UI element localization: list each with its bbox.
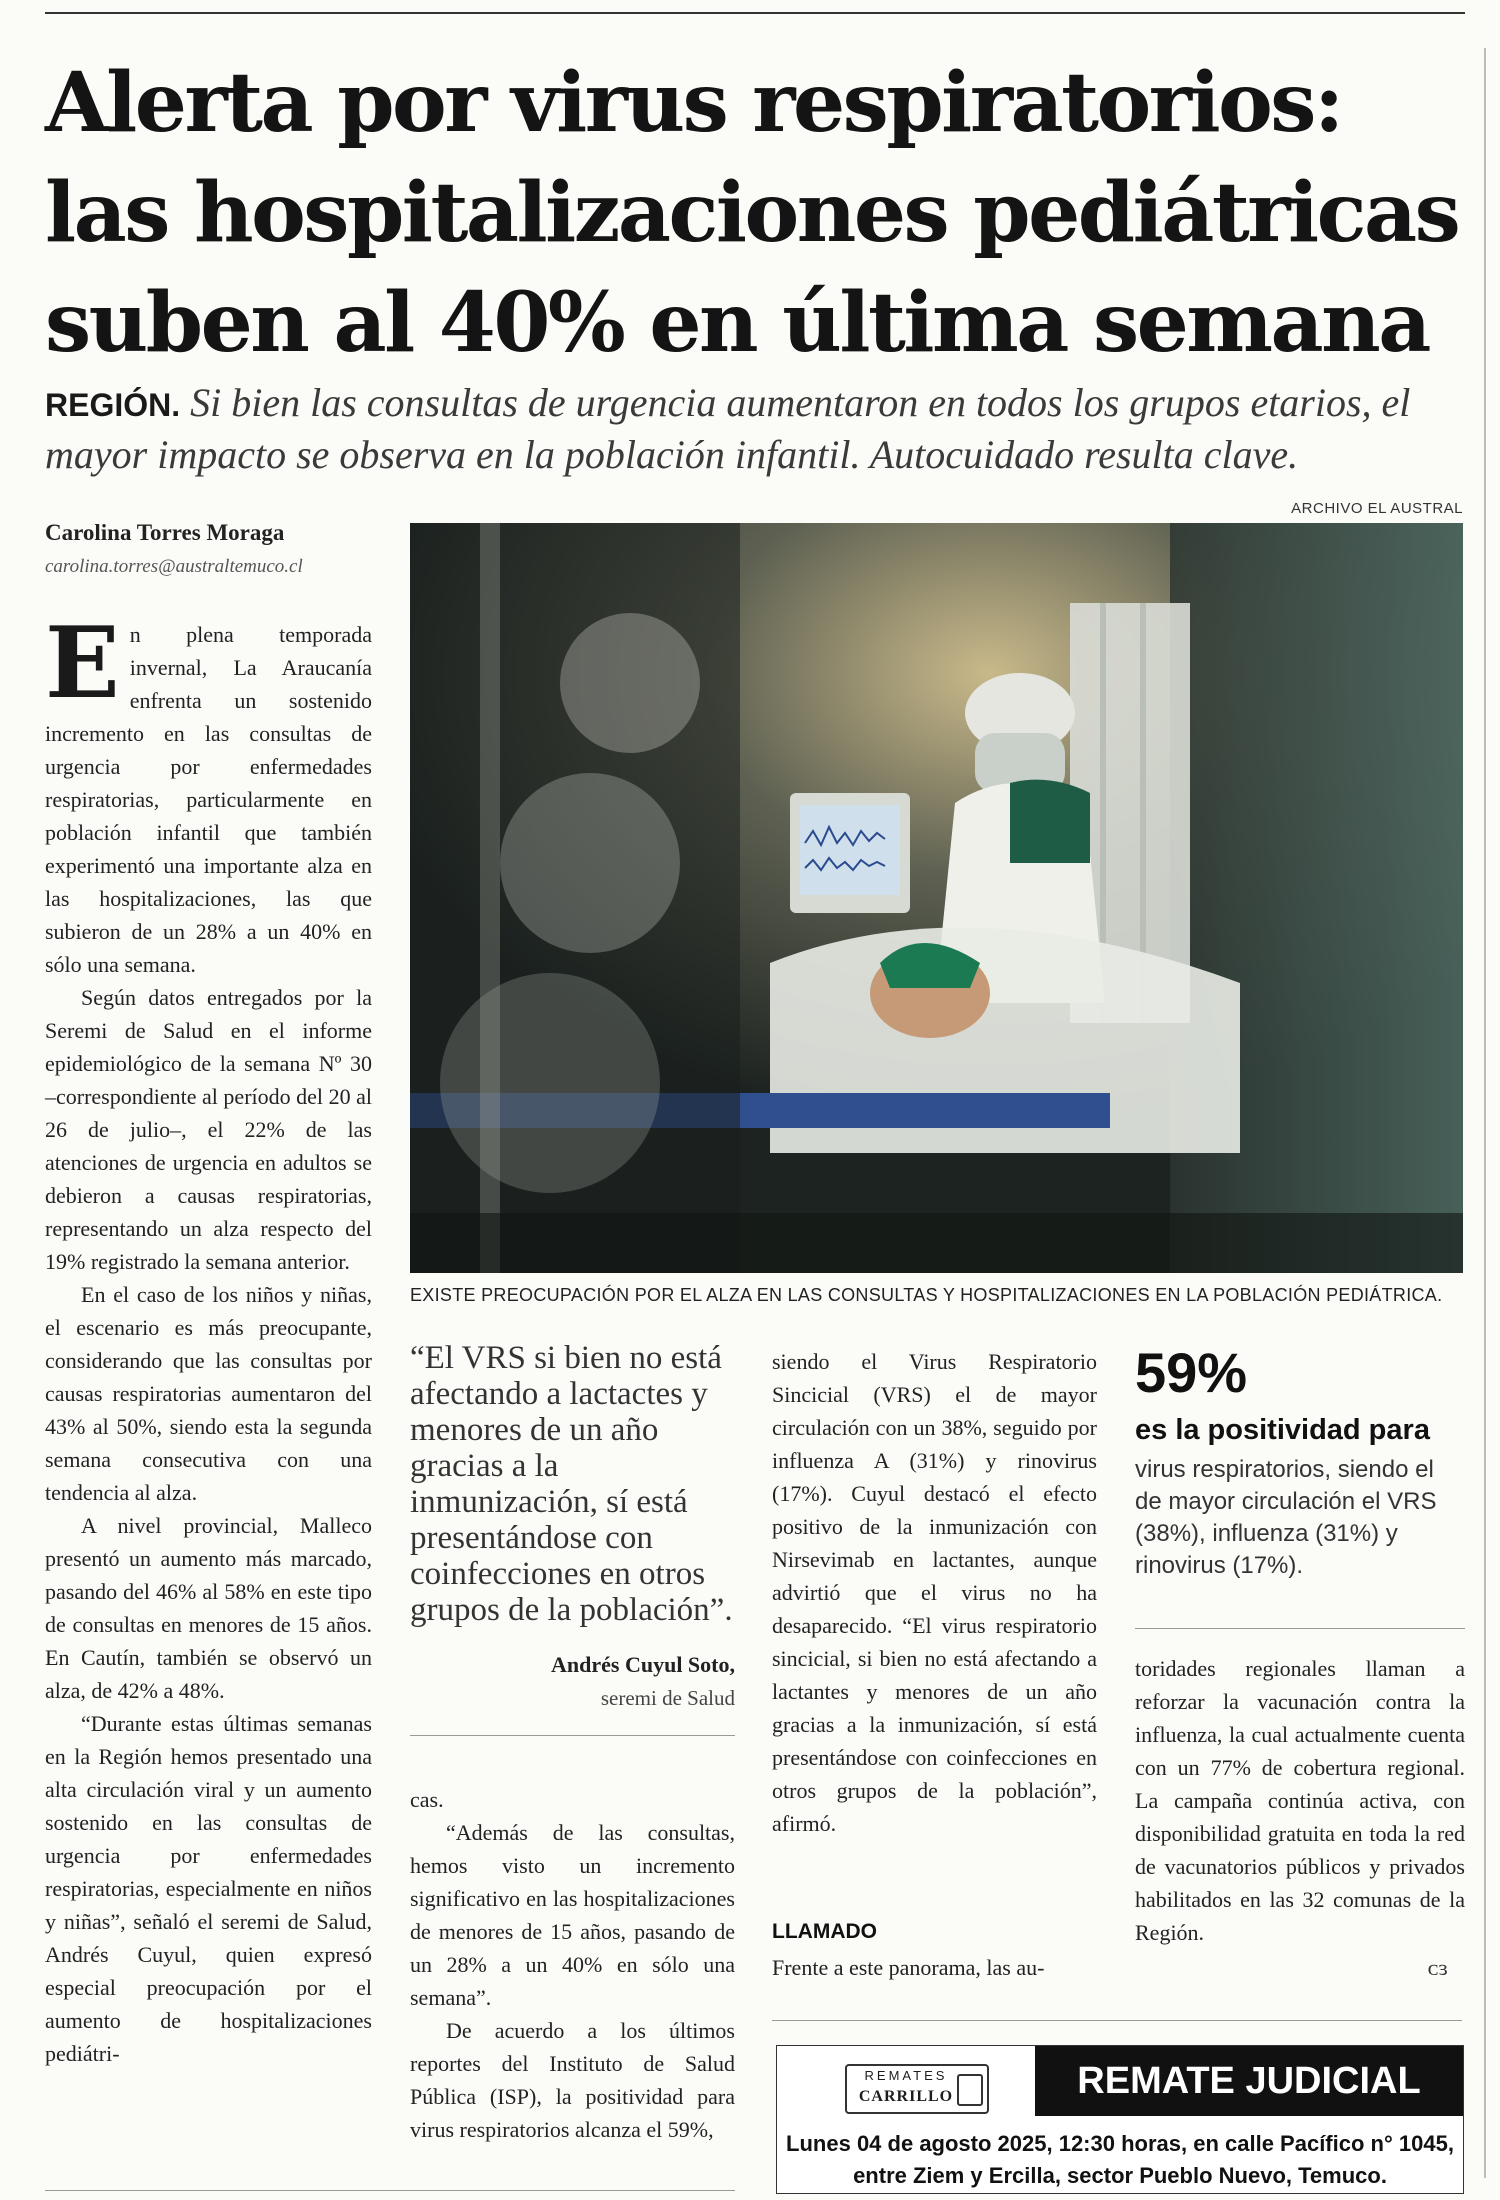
fact-text: virus respiratorios, siendo el de mayor circulación el VRS (38%), influenza (31%) y rinovirus (17%). bbox=[1135, 1456, 1437, 1579]
column2-paragraph-3: De acuerdo a los últimos reportes del Instituto de Salud Pública (ISP), la positividad para virus respiratorios alcanza el 59%, bbox=[410, 2018, 735, 2142]
quote-divider bbox=[410, 1735, 735, 1736]
ad-line-2: entre Ziem y Ercilla, sector Pueblo Nuevo, Temuco. bbox=[853, 2163, 1387, 2188]
pull-quote: “El VRS si bien no está afectando a lactactes y menores de un año gracias a la inmunización, sí está presentándose con coinfecciones en otros grupos de la población”. bbox=[410, 1340, 733, 1628]
quote-author: Andrés Cuyul Soto, bbox=[551, 1652, 735, 1677]
byline-author: Carolina Torres Moraga bbox=[45, 520, 285, 545]
drop-cap: E bbox=[45, 606, 120, 721]
headline-line-3: suben al 40% en última semana bbox=[45, 275, 1429, 371]
byline-email[interactable]: carolina.torres@australtemuco.cl bbox=[45, 556, 303, 577]
ad-details bbox=[777, 2128, 1463, 2192]
headline-line-2: las hospitalizaciones pediátricas bbox=[45, 165, 1459, 261]
fact-divider bbox=[1135, 1628, 1465, 1629]
column1-paragraph-2: Según datos entregados por la Seremi de Salud en el informe epidemiológico de la semana Nº 30 –correspondiente al período del 20 al 26 de julio–, el 22% de las atenciones de urgencia en adultos se debieron a causas respiratorias, representando un alza respecto del 19% registrado la semana anterior. bbox=[45, 985, 372, 1274]
article-column-3 bbox=[772, 1345, 1097, 1840]
ad-divider bbox=[772, 2020, 1462, 2021]
ad-title: REMATE JUDICIAL bbox=[1035, 2046, 1463, 2116]
column1-paragraph-3: En el caso de los niños y niñas, el escenario es más preocupante, considerando que las consultas por causas respiratorias aumentaron del 43% al 50%, siendo esta la segunda semana consecutiva con una tendencia al alza. bbox=[45, 1282, 372, 1505]
top-rule bbox=[45, 12, 1465, 14]
bottom-rule bbox=[45, 2190, 735, 2191]
column4-paragraph-1: toridades regionales llaman a reforzar la vacunación contra la influenza, la cual actualmente cuenta con un 77% de cobertura regional. La campaña continúa activa, con disponibilidad gratuita en toda la red de vacunatorios públicos y privados habilitados en las 32 comunas de la Región. bbox=[1135, 1656, 1465, 1945]
column3-paragraph-2: Frente a este panorama, las au- bbox=[772, 1955, 1045, 1980]
fact-headline: es la positividad para bbox=[1135, 1414, 1430, 1446]
lead-tag: REGIÓN. bbox=[45, 387, 181, 423]
column1-paragraph-1: n plena temporada invernal, La Araucanía enfrenta un sostenido incremento en las consultas de urgencia por enfermedades respiratorias, particularmente en población infantil que también experimentó una importante alza en las hospitalizaciones, las que subieron de un 28% a un 40% en sólo una semana. bbox=[45, 622, 372, 977]
logo-text-bottom: CARRILLO bbox=[858, 2088, 954, 2105]
photo-credit: ARCHIVO EL AUSTRAL bbox=[1291, 500, 1463, 517]
hospital-photo-illustration bbox=[410, 523, 1463, 1273]
column2-paragraph-2: “Además de las consultas, hemos visto un incremento significativo en las hospitalizaciones de menores de 15 años, pasando de un 28% a un 40% en sólo una semana”. bbox=[410, 1820, 735, 2010]
logo-text-top: REMATES bbox=[864, 2068, 948, 2083]
remate-judicial-ad[interactable] bbox=[776, 2045, 1464, 2194]
headline bbox=[45, 48, 1465, 378]
end-mark-icon: ᴄɜ bbox=[1428, 1955, 1448, 1980]
section-subhead: LLAMADO bbox=[772, 1920, 877, 1943]
article-column-2 bbox=[410, 1783, 735, 2146]
headline-line-1: Alerta por virus respiratorios: bbox=[45, 55, 1342, 151]
lead-paragraph bbox=[45, 378, 1475, 480]
remates-carrillo-logo bbox=[845, 2064, 989, 2114]
fact-number: 59% bbox=[1135, 1341, 1248, 1404]
column1-paragraph-4: A nivel provincial, Malleco presentó un aumento más marcado, pasando del 46% al 58% en este tipo de consultas en menores de 15 años. En Cautín, también se observó un alza, de 42% a 48%. bbox=[45, 1513, 372, 1703]
column1-paragraph-5: “Durante estas últimas semanas en la Región hemos presentado una alta circulación viral y un aumento sostenido en las consultas de urgencia por enfermedades respiratorias, especialmente en niños y niñas”, señaló el seremi de Salud, Andrés Cuyul, quien expresó especial preocupación por el aumento de hospitalizaciones pediátri- bbox=[45, 1711, 372, 2066]
article-column-4 bbox=[1135, 1652, 1465, 1949]
column2-paragraph-1: cas. bbox=[410, 1787, 444, 1812]
lead-text: Si bien las consultas de urgencia aumentaron en todos los grupos etarios, el mayor impacto se observa en la población infantil. Autocuidado resulta clave. bbox=[45, 380, 1411, 477]
quote-role: seremi de Salud bbox=[600, 1686, 735, 1710]
ad-line-1: Lunes 04 de agosto 2025, 12:30 horas, en calle Pacífico n° 1045, bbox=[786, 2131, 1454, 2156]
article-column-3-continued bbox=[772, 1951, 1097, 1984]
column3-paragraph-1: siendo el Virus Respiratorio Sincicial (VRS) el de mayor circulación con un 38%, seguido por influenza A (31%) y rinovirus (17%). Cuyul destacó el efecto positivo de la inmunización con Nirsevimab en lactantes, aunque advirtió que el virus no ha desaparecido. “El virus respiratorio sincicial, si bien no está afectando a lactantes y menores de un año gracias a la inmunización, sí está presentándose con coinfecciones en otros grupos de la población”, afirmó. bbox=[772, 1349, 1097, 1836]
photo-caption: EXISTE PREOCUPACIÓN POR EL ALZA EN LAS CONSULTAS Y HOSPITALIZACIONES EN LA POBLACIÓN PEDIÁTRICA. bbox=[410, 1285, 1443, 1305]
hospital-photo bbox=[410, 523, 1463, 1273]
gavel-icon bbox=[957, 2074, 983, 2106]
article-column-1 bbox=[45, 606, 372, 2070]
column-rule-right bbox=[1484, 48, 1486, 2178]
